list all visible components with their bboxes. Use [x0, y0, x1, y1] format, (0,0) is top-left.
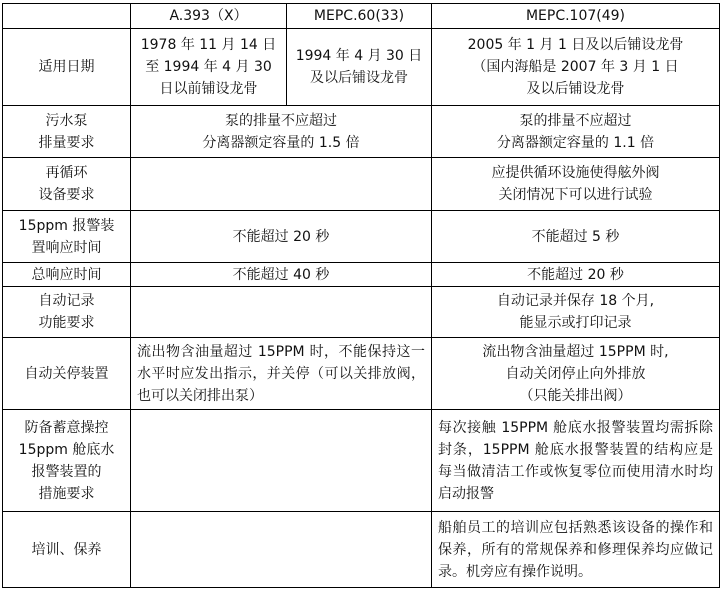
header-a393: A.393（X） — [131, 4, 287, 29]
row-label: 培训、保养 — [3, 512, 131, 588]
table-row — [3, 106, 720, 158]
row-label: 再循环 设备要求 — [3, 158, 131, 211]
mepc107-cell: 船舶员工的培训应包括熟悉该设备的操作和保养，所有的常规保养和修理保养均应做记录。机旁应有操作说明。 — [432, 512, 720, 588]
row-label: 总响应时间 — [3, 263, 131, 287]
a393-mepc60-cell: 流出物含油量超过 15PPM 时，不能保持这一水平时应发出指示，并关停（可以关排放阀，也可以关闭排出泵） — [131, 338, 432, 410]
mepc107-cell: 2005 年 1 月 1 日及以后铺设龙骨 （国内海船是 2007 年 3 月 1 日 及以后铺设龙骨 — [432, 29, 720, 106]
table-row — [3, 338, 720, 410]
table-row — [3, 410, 720, 512]
a393-mepc60-cell: 不能超过 40 秒 — [131, 263, 432, 287]
a393-mepc60-cell: 泵的排量不应超过 分离器额定容量的 1.5 倍 — [131, 106, 432, 158]
a393-mepc60-cell — [131, 287, 432, 338]
mepc107-cell: 流出物含油量超过 15PPM 时, 自动关闭停止向外排放 （只能关排出阀） — [432, 338, 720, 410]
a393-mepc60-cell — [131, 158, 432, 211]
row-label: 自动关停装置 — [3, 338, 131, 410]
header-row — [3, 4, 720, 29]
table-row — [3, 158, 720, 211]
header-blank — [3, 4, 131, 29]
a393-cell: 1978 年 11 月 14 日 至 1994 年 4 月 30 日以前铺设龙骨 — [131, 29, 287, 106]
table-row — [3, 211, 720, 263]
mepc107-cell: 不能超过 5 秒 — [432, 211, 720, 263]
header-mepc60: MEPC.60(33) — [287, 4, 432, 29]
table-row — [3, 263, 720, 287]
a393-mepc60-cell — [131, 410, 432, 512]
table-row — [3, 512, 720, 588]
mepc107-cell: 不能超过 20 秒 — [432, 263, 720, 287]
a393-mepc60-cell: 不能超过 20 秒 — [131, 211, 432, 263]
row-label: 适用日期 — [3, 29, 131, 106]
row-label: 污水泵 排量要求 — [3, 106, 131, 158]
mepc60-cell: 1994 年 4 月 30 日 及以后铺设龙骨 — [287, 29, 432, 106]
mepc107-cell: 应提供循环设施使得舷外阀 关闭情况下可以进行试验 — [432, 158, 720, 211]
comparison-table — [2, 3, 720, 588]
row-label: 自动记录 功能要求 — [3, 287, 131, 338]
mepc107-cell: 自动记录并保存 18 个月, 能显示或打印记录 — [432, 287, 720, 338]
mepc107-cell: 泵的排量不应超过 分离器额定容量的 1.1 倍 — [432, 106, 720, 158]
row-label: 防备蓄意操控 15ppm 舱底水 报警装置的 措施要求 — [3, 410, 131, 512]
row-label: 15ppm 报警装 置响应时间 — [3, 211, 131, 263]
mepc107-cell: 每次接触 15PPM 舱底水报警装置均需拆除封条，15PPM 舱底水报警装置的结构应是每当做清洁工作或恢复零位而使用清水时均启动报警 — [432, 410, 720, 512]
table-row — [3, 287, 720, 338]
header-mepc107: MEPC.107(49) — [432, 4, 720, 29]
a393-mepc60-cell — [131, 512, 432, 588]
table-row — [3, 29, 720, 106]
